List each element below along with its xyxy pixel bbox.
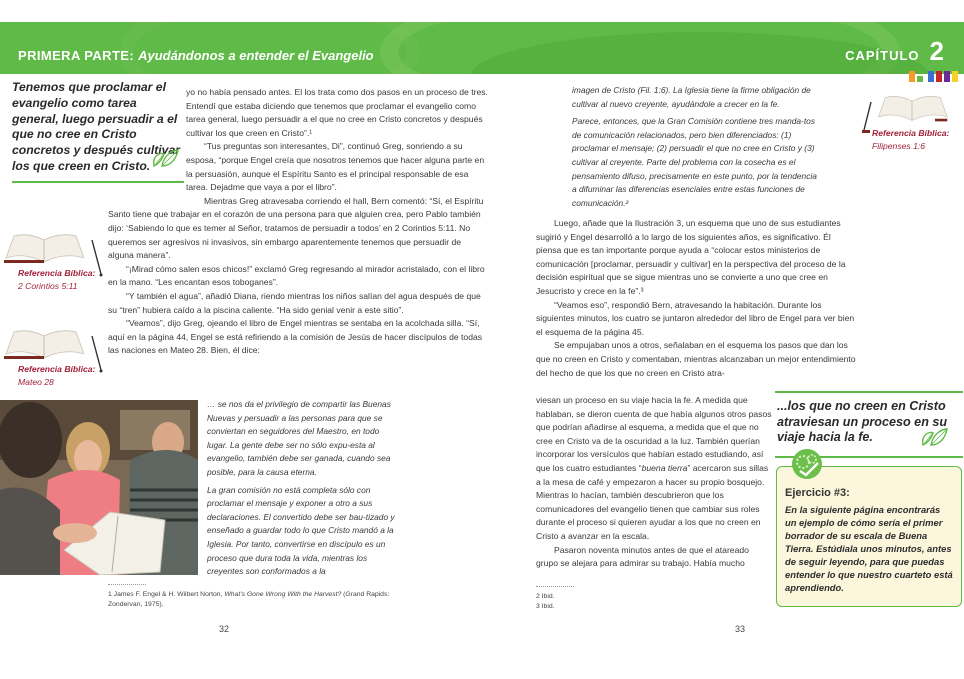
- exercise-text: En la siguiente página encontrarás un ejemplo de cómo sería el primer borrador de su escala de Buena Tierra. Estúdiala unos minutos, antes de seguir leyendo, para que puedas entender lo que nuestro cuarteto está aprendiendo.: [785, 504, 953, 593]
- footnote-divider: [108, 584, 146, 585]
- part-label: PRIMERA PARTE:: [18, 48, 135, 63]
- color-bars-decoration: [909, 71, 958, 82]
- color-bar: [952, 71, 958, 82]
- open-bible-icon: [4, 328, 84, 362]
- bible-reference-text: 2 Corintios 5:11: [18, 281, 78, 291]
- page-number-left: 32: [219, 624, 230, 634]
- paragraph: Pasaron noventa minutos antes de que el atareado grupo se alejara para admirar su trabajo. Había mucho: [536, 544, 749, 569]
- bible-reference-text: Filipenses 1:6: [872, 141, 926, 151]
- photo-image: [0, 400, 198, 575]
- exercise-title: Ejercicio #3:: [785, 487, 850, 499]
- bible-reference-label: Referencia Bíblica:: [872, 128, 950, 138]
- page-number-right: 33: [735, 624, 746, 634]
- leaf-icon: [919, 425, 949, 449]
- paragraph: viesan un proceso en su viaje hacia la fe. A medida que hablaban, se dieron cuenta de que había algunos otros pasos que podrían añadirse al esquema, a medida que el que no cree en Cristo va de la oscuridad a la luz. También querían incorporar los versículos que habían estado estudiando, así que los cuatro estudiantes “buena tierra” acercaron sus sillas a la mesa de café y empezaron a hacer su propio bosquejo. Mientras lo hacían, también descubrieron que los comunicadores del evangelio tienen que cambiar sus roles durante el proceso si quieren ayudar a los que no creen en Cristo a avanzar en la escala.: [536, 395, 772, 541]
- color-bar: [917, 76, 923, 82]
- right-block-quote: [572, 84, 817, 214]
- paragraph: “Y también el agua”, añadió Diana, riendo mientras los niños salían del agua después de que su “tren” hubiera caído a la piscina caliente. “Ha sido genial venir a este sitio”.: [108, 290, 481, 315]
- bible-reference-label: Referencia Bíblica:: [18, 268, 96, 278]
- paragraph: “Tus preguntas son interesantes, Di”, continuó Greg, sonriendo a su esposa, “porque Engel creía que nosotros tenemos que hacer alguna parte en la persuasión, aunque el Espíritu Santo es el principal responsable de esa tarea. Dejadme que vaya a por el libro”.: [186, 141, 485, 193]
- part-subtitle: Ayudándonos a entender el Evangelio: [138, 48, 374, 63]
- part-title: [18, 48, 374, 63]
- right-body-wide: [536, 217, 856, 380]
- color-bar: [936, 71, 942, 82]
- footnote-2: 2 Ibid.: [536, 593, 555, 600]
- footnote-book-title: What’s Gone Wrong With the Harvest?: [224, 591, 342, 598]
- exercise-box: [776, 466, 962, 607]
- block-quote-paragraph: Parece, entonces, que la Gran Comisión contiene tres manda-tos de comunicación relacionados, pero bien diferenciados: (1) proclamar el mensaje; (2) persuadir el que no cree en Cristo y (3) cultivar al creyente. Parte del problema con la cosecha es el pensamiento difuso, precisamente en este punto, por la tendencia a difuminar las diferencias esenciales entre estas funciones de comunicación.²: [572, 116, 817, 208]
- paragraph: Luego, añade que la Ilustración 3, un esquema que uno de sus estudiantes sugirió y Engel desarrolló a lo largo de los siguientes años, es significativo. Él piensa que es tan importante porque ayuda a “colocar estos ministerios de comunicación [proclamar, persuadir y cultivar] en la perspectiva del proceso de la decisión espiritual que se sigue mientras uno se convierte a uno que cree en Jesucristo y crece en la fe”.³: [536, 218, 846, 296]
- chapter-label: CAPÍTULO: [845, 48, 920, 63]
- left-body-text: [108, 86, 488, 358]
- chapter-heading: [845, 36, 944, 67]
- color-bar: [944, 71, 950, 82]
- pull-quote-text: ...los que no creen en Cristo atraviesan un proceso en su viaje hacia la fe.: [777, 399, 948, 445]
- paragraph: “Veamos eso”, respondió Bern, atravesando la habitación. Durante los siguientes minutos, los cuatro se juntaron alrededor del libro de Engel para ver bien el esquema de la página 45.: [536, 299, 855, 337]
- paragraph: Se empujaban unos a otros, señalaban en el esquema los pasos que dan los que no creen en Cristo y comentaban, mientras alcanzaban un mejor entendimiento del hecho de que los que no creen en Cristo atra-: [536, 340, 856, 378]
- paragraph: yo no había pensado antes. El los trata como dos pasos en un proceso de tres. Entendí que estaba diciendo que tenemos que proclamar el evangelio como tarea general, luego persuadir a el que no cree en Cristo concretos y después cultivar los que creen en Cristo”.¹: [186, 87, 488, 138]
- paragraph: “Veamos”, dijo Greg, ojeando el libro de Engel mientras se sentaba en la acolchada silla. “Sí, aquí en la página 44, Engel se está refiriendo a la comisión de Jesús de hacer discípulos de todas las naciones en Mateo 28. Bien, él dice:: [108, 318, 483, 356]
- footnote-3: 3 Ibid.: [536, 603, 555, 610]
- pull-quote-text: Tenemos que proclamar el evangelio como tarea general, luego persuadir a el que no cree en Cristo concretos y después cultivar los que creen en Cristo.: [12, 80, 180, 173]
- block-quote-paragraph: … se nos da el privilegio de compartir las Buenas Nuevas y persuadir a las personas para que se conviertan en seguidores del Maestro, en todo lugar. La gente debe ser no sólo expu-esta al evangelio, también debe ser ganada, cuando sea posible, para la causa eterna.: [207, 399, 391, 477]
- footnote-1: 1 James F. Engel & H. Wilbert Norton, What’s Gone Wrong With the Harvest? (Grand Rapids: Zondervan, 1975).: [108, 591, 390, 608]
- paragraph: Mientras Greg atravesaba corriendo el hall, Bern comentó: “Sí, el Espíritu Santo tiene que trabajar en el corazón de una persona para que alguien crea, pero Pablo también dijo: ‘Sabiendo lo que es temer al Señor, tratamos de persuadir a todos’ en 2 Corintios 5:11. No queremos ser agresivos ni invasivos, sin embargo aparentemente tenemos que persuadir de alguna manera”.: [108, 195, 484, 261]
- color-bar: [909, 71, 915, 82]
- paragraph: “¡Mirad cómo salen esos chicos!” exclamó Greg regresando al mirador acristalado, con el libro en la mano. “Les encantan esos toboganes”.: [108, 263, 485, 288]
- block-quote-paragraph: imagen de Cristo (Fil. 1:6). La Iglesia tiene la firme obligación de cultivar al nuevo creyente, ayudándole a crecer en la fe.: [572, 85, 811, 109]
- open-bible-icon: [872, 94, 952, 124]
- open-bible-icon: [4, 232, 84, 266]
- photo-group-study: [0, 400, 198, 575]
- right-body-narrow: [536, 394, 772, 571]
- pen-icon: [90, 334, 104, 374]
- gear-check-icon: [790, 447, 824, 481]
- bible-reference-label: Referencia Bíblica:: [18, 364, 96, 374]
- left-block-quote: [207, 398, 402, 583]
- footnotes-right: [536, 592, 555, 612]
- footnote-divider: [536, 586, 574, 587]
- block-quote-paragraph: La gran comisión no está completa sólo con proclamar el mensaje y exponer a otro a sus declaraciones. El convertido debe ser bau-tizado y enseñado a guardar todo lo que Cristo mandó a la Iglesia. Por tanto, convertirse en discípulo es un proceso que dura toda la vida, mientras los creyentes son conformados a la: [207, 484, 395, 577]
- color-bar: [928, 71, 934, 82]
- chapter-number: 2: [929, 36, 944, 66]
- pen-icon: [90, 238, 104, 278]
- bible-reference-text: Mateo 28: [18, 377, 54, 387]
